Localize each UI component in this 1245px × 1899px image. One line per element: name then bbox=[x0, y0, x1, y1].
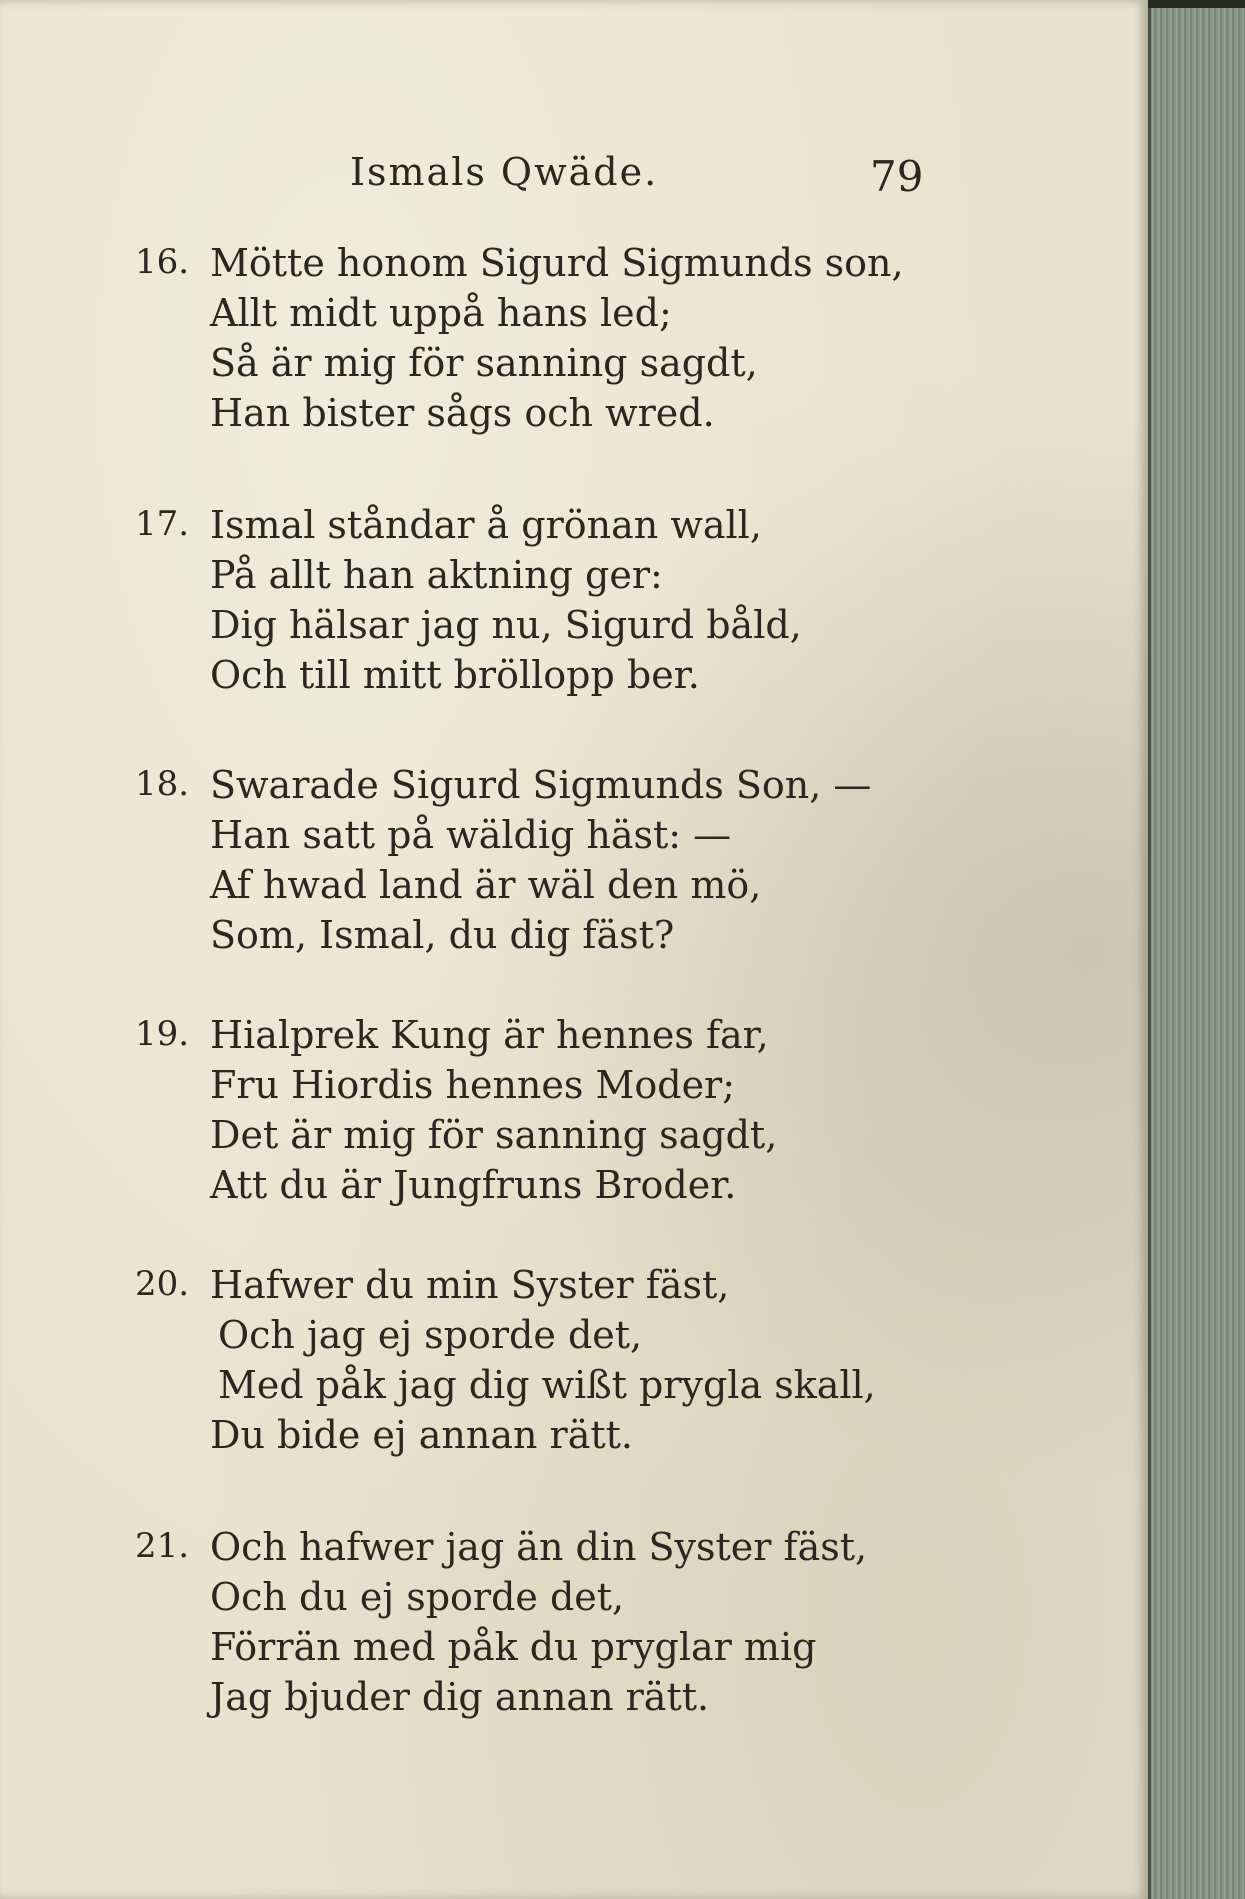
verse-line: Så är mig för sanning sagdt, bbox=[210, 341, 758, 385]
verse-line: Han bister sågs och wred. bbox=[210, 391, 715, 435]
verse-line: Du bide ej annan rätt. bbox=[210, 1413, 633, 1457]
verse-line: Hafwer du min Syster fäst, bbox=[210, 1263, 730, 1307]
stanza-number: 19. bbox=[135, 1014, 190, 1054]
stanza-number: 16. bbox=[135, 242, 190, 282]
verse-line: Med påk jag dig wißt prygla skall, bbox=[218, 1363, 876, 1407]
verse-line: Som, Ismal, du dig fäst? bbox=[210, 913, 675, 957]
verse-line: Och du ej sporde det, bbox=[210, 1575, 625, 1619]
stanza-number: 20. bbox=[135, 1264, 190, 1304]
verse-line: Mötte honom Sigurd Sigmunds son, bbox=[210, 241, 904, 285]
verse-line: På allt han aktning ger: bbox=[210, 553, 663, 597]
stanza-number: 21. bbox=[135, 1526, 190, 1566]
page-number: 79 bbox=[870, 152, 924, 201]
verse-line: Swarade Sigurd Sigmunds Son, — bbox=[210, 763, 872, 807]
verse-line: Att du är Jungfruns Broder. bbox=[210, 1163, 737, 1207]
verse-line: Han satt på wäldig häst: — bbox=[210, 813, 732, 857]
verse-line: Och jag ej sporde det, bbox=[218, 1313, 643, 1357]
verse-line: Allt midt uppå hans led; bbox=[210, 291, 672, 335]
verse-line: Och hafwer jag än din Syster fäst, bbox=[210, 1525, 868, 1569]
running-header-title: Ismals Qwäde. bbox=[350, 150, 659, 194]
verse-line: Dig hälsar jag nu, Sigurd båld, bbox=[210, 603, 802, 647]
verse-line: Ismal ståndar å grönan wall, bbox=[210, 503, 762, 547]
page-block-edges bbox=[1148, 8, 1245, 1899]
verse-line: Och till mitt bröllopp ber. bbox=[210, 653, 700, 697]
verse-line: Af hwad land är wäl den mö, bbox=[210, 863, 762, 907]
verse-line: Det är mig för sanning sagdt, bbox=[210, 1113, 778, 1157]
verse-line: Hialprek Kung är hennes far, bbox=[210, 1013, 769, 1057]
verse-line: Jag bjuder dig annan rätt. bbox=[210, 1675, 710, 1719]
verse-line: Fru Hiordis hennes Moder; bbox=[210, 1063, 736, 1107]
verse-line: Förrän med påk du pryglar mig bbox=[210, 1625, 817, 1669]
stanza-number: 17. bbox=[135, 504, 190, 544]
stanza-number: 18. bbox=[135, 764, 190, 804]
